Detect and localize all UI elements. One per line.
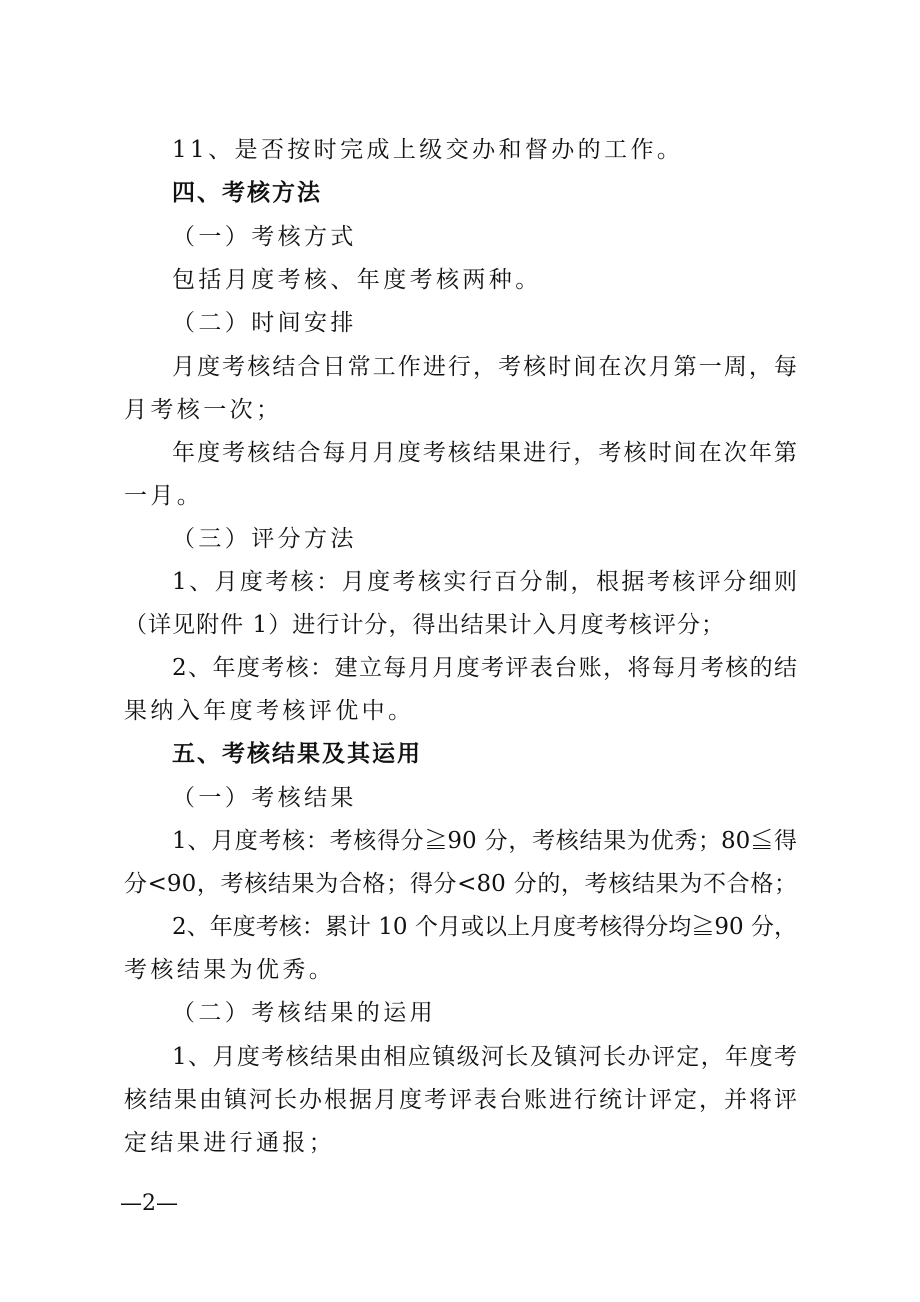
page-number: —2— (120, 1191, 178, 1216)
paragraph-monthly-schedule-line-1: 月度考核结合日常工作进行，考核时间在次月第一周，每 (172, 354, 797, 380)
paragraph-application-line-1: 1、月度考核结果由相应镇级河长及镇河长办评定，年度考 (172, 1044, 797, 1070)
subsection-heading-result-application: （二）考核结果的运用 (172, 1000, 436, 1026)
paragraph-application-line-3: 定结果进行通报； (124, 1130, 336, 1156)
paragraph-monthly-results-line-1: 1、月度考核：考核得分≧90 分，考核结果为优秀；80≦得 (172, 828, 797, 854)
subsection-heading-results: （一）考核结果 (172, 785, 357, 811)
paragraph-application-line-2: 核结果由镇河长办根据月度考评表台账进行统计评定，并将评 (124, 1087, 797, 1113)
section-heading-4: 四、考核方法 (172, 180, 322, 206)
paragraph-monthly-results-line-2: 分<90，考核结果为合格；得分<80 分的，考核结果为不合格； (124, 871, 797, 897)
paragraph-monthly-scoring-line-1: 1、月度考核：月度考核实行百分制，根据考核评分细则 (172, 569, 797, 595)
paragraph-annual-schedule-line-2: 一月。 (124, 483, 204, 509)
paragraph-annual-scoring-line-1: 2、年度考核：建立每月月度考评表台账，将每月考核的结 (172, 655, 797, 681)
subsection-heading-schedule: （二）时间安排 (172, 310, 357, 336)
paragraph-annual-scoring-line-2: 果纳入年度考核评优中。 (124, 698, 415, 724)
paragraph-monthly-scoring-line-2: （详见附件 1）进行计分，得出结果计入月度考核评分； (124, 612, 724, 638)
section-heading-5: 五、考核结果及其运用 (172, 741, 422, 767)
subsection-heading-assessment-mode: （一）考核方式 (172, 224, 357, 250)
paragraph-assessment-types: 包括月度考核、年度考核两种。 (172, 267, 542, 293)
paragraph-monthly-schedule-line-2: 月考核一次； (124, 397, 283, 423)
paragraph-item-11: 11、是否按时完成上级交办和督办的工作。 (172, 137, 684, 163)
paragraph-annual-results-line-2: 考核结果为优秀。 (124, 957, 336, 983)
paragraph-annual-results-line-1: 2、年度考核：累计 10 个月或以上月度考核得分均≧90 分， (172, 914, 797, 940)
subsection-heading-scoring: （三）评分方法 (172, 526, 357, 552)
paragraph-annual-schedule-line-1: 年度考核结合每月月度考核结果进行，考核时间在次年第 (172, 440, 797, 466)
